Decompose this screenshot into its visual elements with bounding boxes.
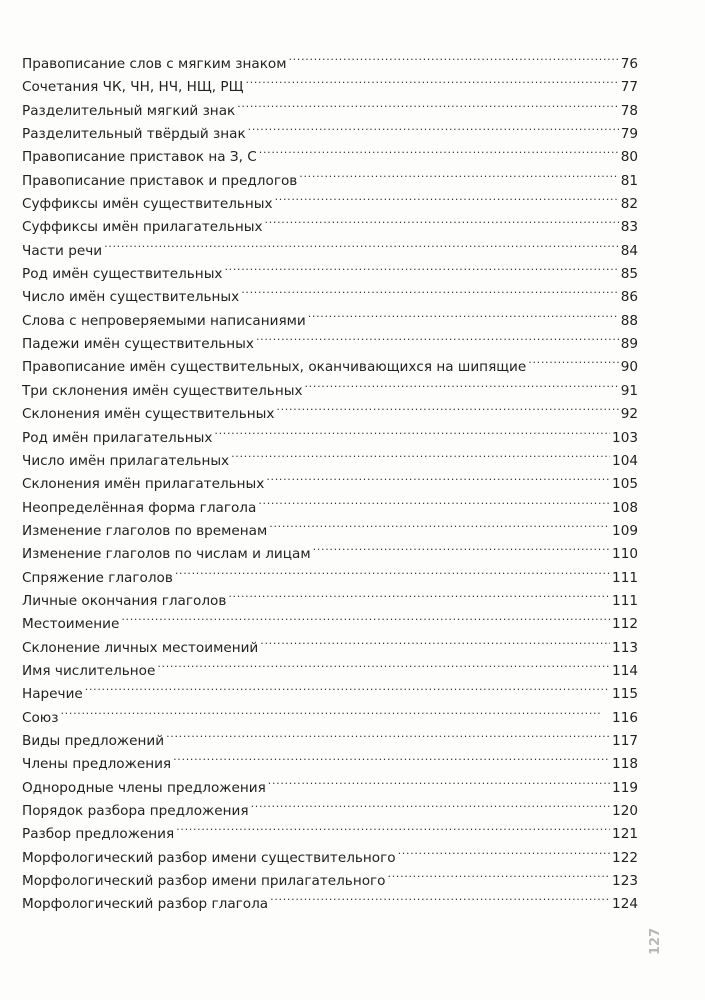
dot-leader [288,45,618,68]
toc-entry-title: Три склонения имён существительных [22,382,303,399]
dot-leader [224,255,618,278]
toc-entry [22,675,638,703]
dot-leader [398,839,610,862]
toc-entry-page: 76 [620,56,638,72]
toc-entry-page: 123 [612,873,638,890]
toc-entry-page: 86 [620,289,638,306]
toc-entry-page: 115 [612,686,638,703]
toc-entry-title: Личные окончания глаголов [22,592,227,609]
toc-entry-title: Однородные члены предложения [22,779,266,796]
toc-entry-page: 104 [612,452,638,469]
dot-leader [251,792,610,815]
dot-leader [237,92,618,115]
dot-leader [308,302,619,325]
dot-leader [241,278,618,301]
table-of-contents [22,45,638,913]
dot-leader [173,745,610,768]
toc-entry-title: Разбор предложения [22,826,175,843]
dot-leader [121,605,610,628]
dot-leader [248,115,619,138]
toc-entry-title: Правописание приставок на З, С [22,149,257,166]
toc-entry-title: Суффиксы имён прилагательных [22,219,263,236]
page-number: 127 [648,927,663,955]
toc-entry-title: Правописание слов с мягким знаком [22,56,287,72]
dot-leader [266,465,610,488]
toc-entry-page: 108 [612,499,638,516]
toc-entry-page: 80 [620,149,638,166]
toc-entry-title: Падежи имён существительных [22,336,254,353]
toc-entry-title: Число имён прилагательных [22,452,230,469]
dot-leader [231,442,610,465]
toc-entry-title: Морфологический разбор имени прилагательного [22,873,386,890]
toc-entry-title: Правописание имён существительных, оканчивающихся на шипящие [22,359,527,376]
toc-entry-title: Местоимение [22,616,120,633]
toc-entry-title: Члены предложения [22,756,172,773]
toc-entry-page: 83 [620,219,638,236]
toc-entry-title: Род имён прилагательных [22,429,213,446]
dot-leader [104,232,619,255]
toc-entry-page: 89 [620,336,638,353]
toc-entry-page: 113 [612,639,638,656]
dot-leader [313,535,610,558]
toc-entry-title: Порядок разбора предложения [22,803,249,819]
dot-leader [259,138,619,161]
dot-leader [268,769,610,792]
toc-entry-page: 114 [612,662,638,679]
toc-entry-page: 91 [620,382,638,399]
toc-entry-title: Слова с непроверяемыми написаниями [22,312,306,329]
toc-entry-page: 82 [620,196,638,213]
toc-entry [22,255,638,283]
toc-entry-page: 111 [612,592,638,609]
toc-entry [22,45,638,72]
toc-entry-title: Части речи [22,242,103,259]
toc-entry-page: 78 [620,102,638,119]
toc-entry [22,722,638,749]
dot-leader [228,582,610,605]
toc-entry-page: 121 [612,826,638,843]
toc-entry-page: 124 [612,896,638,913]
dot-leader [258,489,610,512]
toc-entry-page: 77 [620,79,638,96]
dot-leader [256,325,619,348]
toc-entry-title: Виды предложений [22,732,165,749]
toc-entry-page: 79 [620,126,638,143]
toc-entry-page: 85 [620,266,638,283]
toc-entry-title: Суффиксы имён существительных [22,196,273,213]
dot-leader [214,419,610,442]
dot-leader [245,68,618,91]
toc-entry-page: 117 [612,732,638,749]
toc-entry-page: 120 [612,803,638,819]
toc-entry-page: 103 [612,429,638,446]
toc-entry-title: Изменение глаголов по числам и лицам [22,546,311,563]
toc-entry-title: Имя числительное [22,662,156,679]
dot-leader [270,885,610,908]
toc-entry-title: Разделительный мягкий знак [22,102,236,119]
toc-entry-page: 88 [620,312,638,329]
dot-leader [269,512,610,535]
dot-leader [85,675,610,698]
toc-entry-title: Склонения имён прилагательных [22,476,265,493]
dot-leader [388,862,611,885]
toc-entry-title: Морфологический разбор глагола [22,896,269,913]
dot-leader [260,629,610,652]
dot-leader [60,699,610,722]
toc-entry-title: Неопределённая форма глагола [22,499,257,516]
toc-entry-title: Склонения имён существительных [22,406,275,423]
toc-entry-title: Разделительный твёрдый знак [22,126,246,143]
toc-entry-title: Род имён существительных [22,266,223,283]
toc-entry-page: 112 [612,616,638,633]
toc-entry-title: Сочетания ЧК, ЧН, НЧ, НЩ, РЩ [22,79,244,96]
toc-entry-title: Правописание приставок и предлогов [22,172,298,189]
dot-leader [157,652,610,675]
toc-entry-page: 92 [620,406,638,423]
dot-leader [265,208,619,231]
toc-entry-page: 119 [612,779,638,796]
toc-entry [22,232,638,259]
toc-entry-page: 90 [620,359,638,376]
toc-entry [22,699,638,726]
dot-leader [528,348,618,371]
dot-leader [276,395,618,418]
toc-entry-title: Наречие [22,686,83,703]
toc-entry-title: Склонение личных местоимений [22,639,259,656]
dot-leader [166,722,610,745]
toc-entry-page: 84 [620,242,638,259]
dot-leader [176,815,610,838]
toc-entry-page: 109 [612,522,638,539]
toc-entry-page: 122 [612,849,638,866]
toc-entry-title: Изменение глаголов по временам [22,522,268,539]
toc-entry-page: 111 [612,569,638,586]
toc-entry-page: 116 [612,709,638,726]
toc-entry-page: 110 [612,546,638,563]
toc-entry-title: Число имён существительных [22,289,240,306]
dot-leader [299,162,618,185]
toc-entry-page: 118 [612,756,638,773]
toc-entry-title: Морфологический разбор имени существительного [22,849,396,866]
dot-leader [175,559,610,582]
toc-entry-title: Спряжение глаголов [22,569,173,586]
toc-entry-page: 105 [612,476,638,493]
toc-entry-title: Союз [22,709,59,726]
toc-entry-page: 81 [620,172,638,189]
dot-leader [275,185,619,208]
dot-leader [304,372,618,395]
